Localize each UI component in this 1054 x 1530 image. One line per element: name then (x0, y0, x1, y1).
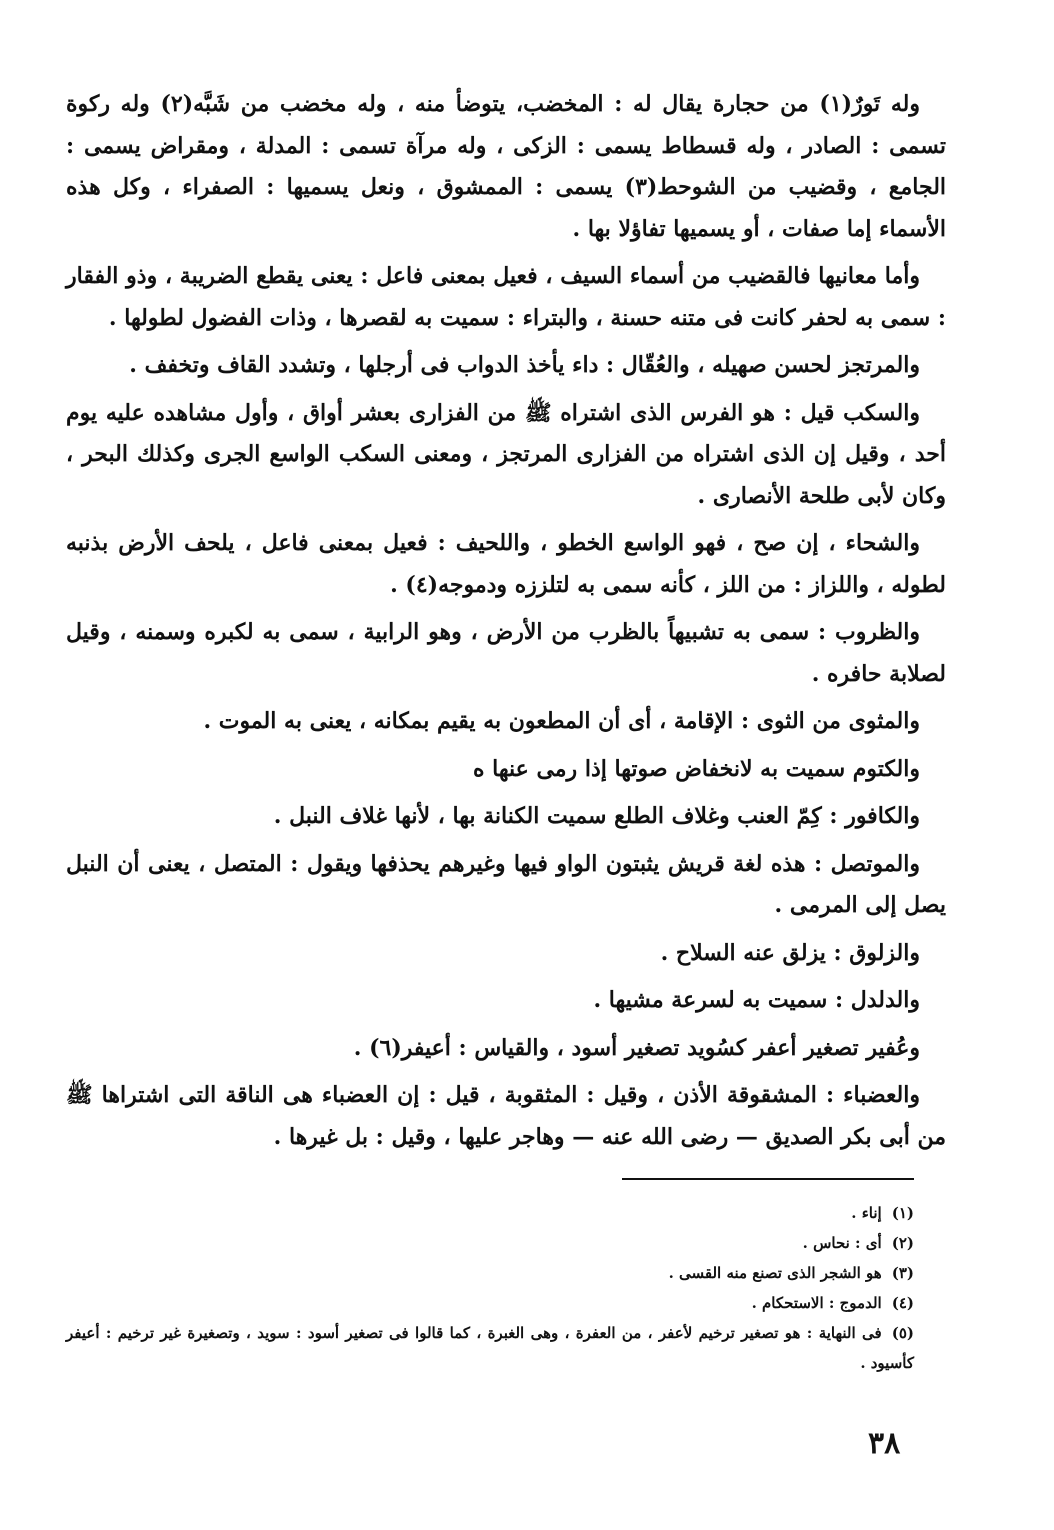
paragraph-4: والسكب قيل : هو الفرس الذى اشتراه ﷺ من الفزارى بعشر أواق ، وأول مشاهده عليه يوم أحد ، وقيل إن الذى اشتراه من الفزارى المرتجز ، ومعنى السكب الواسع الجرى وكذلك البحر ، وكان لأبى طلحة الأنصارى . (66, 399, 946, 509)
footnote-5 (66, 1318, 914, 1378)
footnote-number: (١) (891, 1204, 914, 1222)
paragraph-11: والزلوق : يزلق عنه السلاح . (660, 939, 920, 966)
footnote-number: (٥) (891, 1324, 914, 1342)
footnote-2 (66, 1228, 914, 1258)
footnote-text: الدموج : الاستحكام . (751, 1294, 882, 1312)
paragraph-10: والموتصل : هذه لغة قريش يثبتون الواو فيها وغيرهم يحذفها ويقول : المتصل ، يعنى أن النبل يصل إلى المرمى . (66, 850, 946, 918)
footnote-text: إناء . (851, 1204, 882, 1222)
footnote-4 (66, 1288, 914, 1318)
paragraph-1: وله تَورٌ(١) من حجارة يقال له : المخضب، يتوضأ منه ، وله مخضب من شَبَّه(٢) وله ركوة تسمى : الصادر ، وله قسطاط يسمى : الزكى ، وله مرآة تسمى : المدلة ، ومقراض يسمى : الجامع ، وقضيب من الشوحط(٣) يسمى : الممشوق ، ونعل يسميها : الصفراء ، وكل هذه الأسماء إما صفات ، أو يسميها تفاؤلا بها . (66, 91, 947, 242)
footnote-number: (٢) (891, 1234, 914, 1252)
footnote-1 (66, 1198, 914, 1228)
paragraph-9: والكافور : كِمّ العنب وغلاف الطلع سميت الكنانة بها ، لأنها غلاف النبل . (273, 803, 920, 829)
footnote-text: أى : نحاس . (802, 1234, 882, 1252)
footnote-text: هو الشجر الذى تصنع منه القسى . (668, 1264, 882, 1282)
page-number: ٣٨ (868, 1426, 901, 1461)
footnote-number: (٣) (891, 1264, 914, 1282)
paragraph-6: والظروب : سمى به تشبيهاً بالظرب من الأرض ، وهو الرابية ، سمى به لكبره وسمنه ، وقيل لصلابة حافره . (66, 619, 946, 687)
paragraph-3: والمرتجز لحسن صهيله ، والعُقّال : داء يأخذ الدواب فى أرجلها ، وتشدد القاف وتخفف . (129, 352, 920, 378)
paragraph-2: وأما معانيها فالقضيب من أسماء السيف ، فعيل بمعنى فاعل : يعنى يقطع الضريبة ، وذو الفقار : سمى به لحفر كانت فى متنه حسنة ، والبتراء : سميت به لقصرها ، وذات الفضول لطولها . (66, 263, 946, 331)
paragraph-13: وعُفير تصغير أعفر كسُويد تصغير أسود ، والقياس : أعيفر(٦) . (353, 1034, 920, 1061)
footnote-text: فى النهاية : هو تصغير ترخيم لأعفر ، من العفرة ، وهى الغبرة ، كما قالوا فى تصغير أسود : سويد ، وتصغيرة غير ترخيم : أعيفر كأسيود . (66, 1324, 914, 1372)
paragraph-14: والعضباء : المشقوقة الأذن ، وقيل : المثقوبة ، قيل : إن العضباء هى الناقة التى اشتراها ﷺ من أبى بكر الصديق — رضى الله عنه — وهاجر عليها ، وقيل : بل غيرها . (66, 1082, 946, 1150)
main-text (66, 84, 946, 1164)
paragraph-5: والشحاء ، إن صح ، فهو الواسع الخطو ، واللحيف : فعيل بمعنى فاعل ، يلحف الأرض بذنبه لطوله ، واللزاز : من اللز ، كأنه سمى به لتلززه ودموجه(٤) . (66, 530, 946, 598)
paragraph-12: والدلدل : سميت به لسرعة مشيها . (593, 987, 920, 1013)
footnote-number: (٤) (891, 1294, 914, 1312)
footnotes (66, 1198, 914, 1378)
paragraph-7: والمثوى من الثوى : الإقامة ، أى أن المطعون به يقيم بمكانه ، يعنى به الموت . (203, 708, 920, 734)
footnote-3 (66, 1258, 914, 1288)
footnote-divider (622, 1178, 914, 1180)
paragraph-8: والكتوم سميت به لانخفاض صوتها إذا رمى عنها ه (472, 755, 920, 782)
